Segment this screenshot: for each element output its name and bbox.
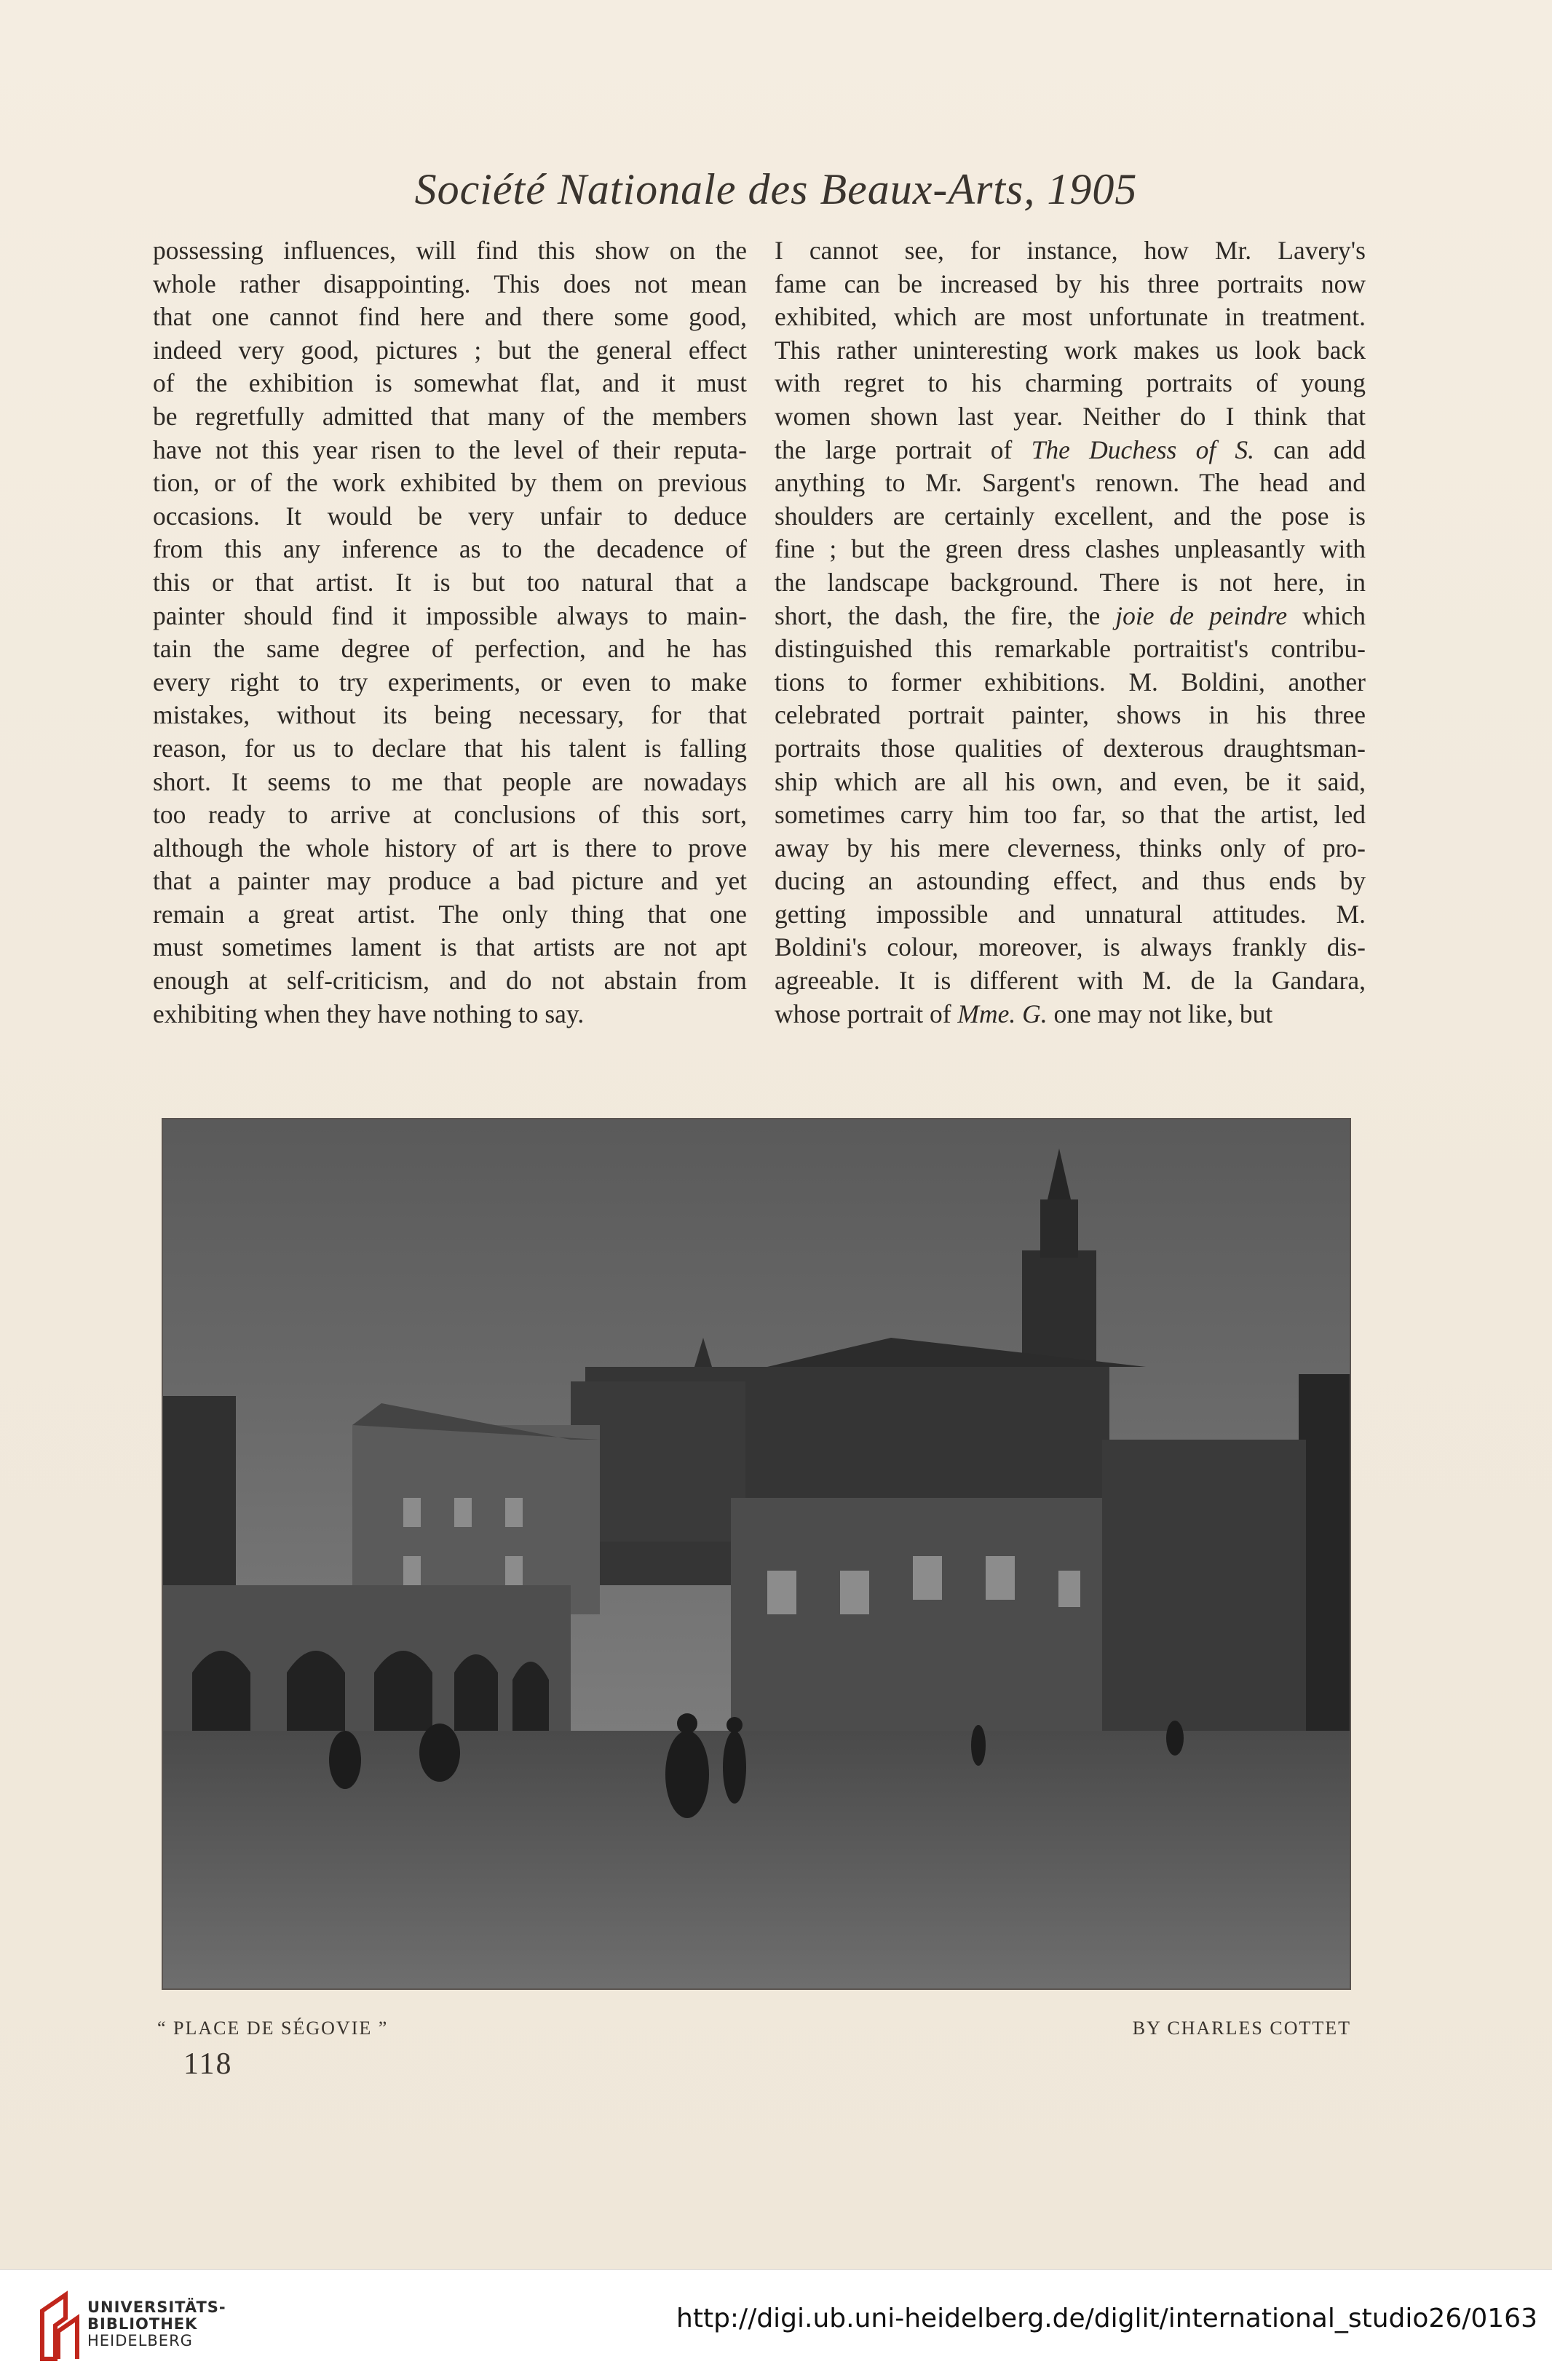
text-line: indeed very good, pictures ; but the general effect [153,335,747,365]
library-footer [0,2269,1552,2380]
text-line: the landscape background. There is not here, in [775,567,1366,597]
text-line: short, the dash, the fire, the joie de peindre which [775,600,1366,630]
text-line: sometimes carry him too far, so that the artist, led [775,800,1366,830]
text-line: of the exhibition is somewhat flat, and it must [153,368,747,398]
plate-caption-artist: BY CHARLES COTTET [1132,2018,1351,2039]
text-line: whose portrait of Mme. G. one may not like, but [775,999,1273,1028]
text-line: that a painter may produce a bad picture and yet [153,866,747,896]
text-line: tion, or of the work exhibited by them on previous [153,468,747,498]
text-line: exhibiting when they have nothing to say. [153,999,585,1028]
plate-image [163,1119,1350,1988]
text-line: remain a great artist. The only thing that one [153,899,747,929]
text-line: This rather uninteresting work makes us look back [775,335,1366,365]
text-line: although the whole history of art is there to prove [153,833,747,862]
text-line: painter should find it impossible always to main- [153,600,747,630]
text-line: that one cannot find here and there some good, [153,302,747,332]
source-url-link[interactable]: http://digi.ub.uni-heidelberg.de/diglit/international_studio26/0163 [676,2304,1537,2333]
text-line: the large portrait of The Duchess of S. can add [775,435,1366,464]
heidelberg-library-logo-icon [36,2289,95,2365]
text-line: every right to try experiments, or even to make [153,667,747,697]
text-line: ducing an astounding effect, and thus ends by [775,866,1366,896]
text-line: celebrated portrait painter, shows in his three [775,700,1366,730]
library-name: UNIVERSITÄTS- BIBLIOTHEK HEIDELBERG [87,2298,226,2349]
text-line: exhibited, which are most unfortunate in treatment. [775,302,1366,332]
text-line: away by his mere cleverness, thinks only of pro- [775,833,1366,862]
text-line: too ready to arrive at conclusions of this sort, [153,800,747,830]
text-line: possessing influences, will find this show on the [153,236,747,265]
page-number: 118 [183,2047,233,2081]
text-line: fame can be increased by his three portraits now [775,269,1366,298]
text-line: anything to Mr. Sargent's renown. The head and [775,468,1366,498]
text-line: whole rather disappointing. This does not mean [153,269,747,298]
text-column-left [153,234,747,1031]
text-line: agreeable. It is different with M. de la Gandara, [775,966,1366,996]
text-line: fine ; but the green dress clashes unpleasantly with [775,534,1366,564]
plate-caption-title: “ PLACE DE SÉGOVIE ” [157,2018,389,2039]
text-line: short. It seems to me that people are nowadays [153,766,747,796]
text-line: women shown last year. Neither do I think that [775,401,1366,431]
text-line: this or that artist. It is but too natural that a [153,567,747,597]
text-line: must sometimes lament is that artists are not apt [153,932,747,962]
text-line: tions to former exhibitions. M. Boldini, another [775,667,1366,697]
text-line: ship which are all his own, and even, be it said, [775,766,1366,796]
text-line: portraits those qualities of dexterous draughtsman- [775,733,1366,763]
text-line: occasions. It would be very unfair to deduce [153,501,747,531]
text-line: reason, for us to declare that his talent is falling [153,733,747,763]
text-line: be regretfully admitted that many of the members [153,401,747,431]
text-line: I cannot see, for instance, how Mr. Lavery's [775,236,1366,265]
text-line: tain the same degree of perfection, and he has [153,634,747,664]
text-line: shoulders are certainly excellent, and the pose is [775,501,1366,531]
text-line: mistakes, without its being necessary, for that [153,700,747,730]
text-line: getting impossible and unnatural attitudes. M. [775,899,1366,929]
text-line: from this any inference as to the decadence of [153,534,747,564]
text-line: with regret to his charming portraits of young [775,368,1366,398]
text-column-right [775,234,1366,1031]
text-line: Boldini's colour, moreover, is always frankly dis- [775,932,1366,962]
text-line: enough at self-criticism, and do not abstain from [153,966,747,996]
text-line: distinguished this remarkable portraitist's contribu- [775,634,1366,664]
text-line: have not this year risen to the level of their reputa- [153,435,747,464]
painting-place-de-segovie [163,1119,1350,1988]
running-head: Société Nationale des Beaux-Arts, 1905 [414,165,1138,213]
